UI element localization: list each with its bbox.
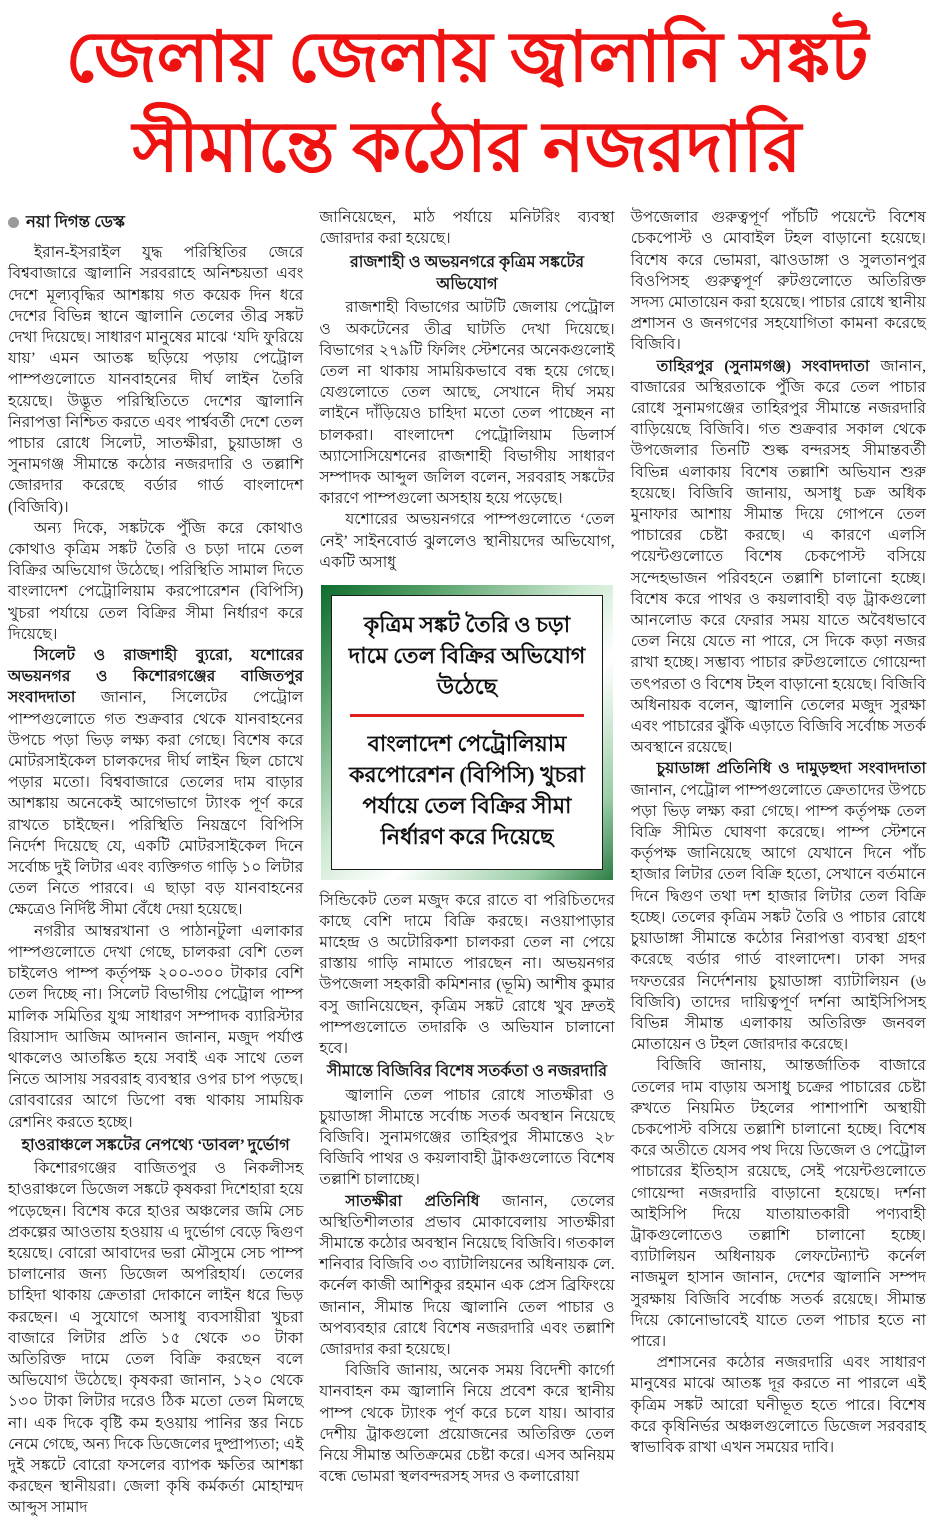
paragraph: ইরান-ইসরাইল যুদ্ধ পরিস্থিতির জেরে বিশ্ববাজারে জ্বালানি সরবরাহে অনিশ্চয়তা এবং দেশে মূল্যবৃদ্ধির আশঙ্কায় গত কয়েক দিন ধরে দেশের বিভিন্ন স্থানে জ্বালানি তেলের তীব্র সঙ্কট দেখা দিয়েছে। সাধারণ মানুষের মাঝে ‘যদি ফুরিয়ে যায়’ এমন আতঙ্ক ছড়িয়ে পড়ায় পেট্রোল পাম্পগুলোতে যানবাহনের দীর্ঘ লাইন তৈরি হয়েছে। উদ্ভূত পরিস্থিতিতে দেশের জ্বালানি নিরাপত্তা নিশ্চিত করতে এবং পার্শ্ববর্তী দেশে তেল পাচার রোধে সিলেট, সাতক্ষীরা, চুয়াডাঙ্গা ও সুনামগঞ্জ সীমান্তে কঠোর নজরদারি ও তল্লাশি জোরদার করেছে বর্ডার গার্ড বাংলাদেশ (বিজিবি)।: [8, 244, 304, 516]
pull-quote-inner: [331, 595, 602, 870]
paragraph: [319, 1191, 614, 1361]
headline-line-2: সীমান্তে কঠোর নজরদারি: [132, 109, 802, 187]
pull-quote-top: কৃত্রিম সঙ্কট তৈরি ও চড়া দামে তেল বিক্রির অভিযোগ উঠেছে: [348, 612, 586, 699]
paragraph: জ্বালানি তেল পাচার রোধে সাতক্ষীরা ও চুয়াডাঙ্গা সীমান্তে সর্বোচ্চ সতর্ক অবস্থান নিয়েছে বিজিবি। সুনামগঞ্জের তাহিরপুর সীমান্তেও ২৮ বিজিবি পাথর ও কয়লাবাহী ট্রাকগুলোতে বিশেষ তল্লাশি চালাচ্ছে।: [319, 1086, 615, 1189]
paragraph: বিজিবি জানায়, আন্তর্জাতিক বাজারে তেলের দাম বাড়ায় অসাধু চক্রের পাচারের চেষ্টা রুখতে নিয়মিত টহলের পাশাপাশি অস্থায়ী চেকপোস্ট বসিয়ে তল্লাশি চালানো হচ্ছে। বিশেষ করে অতীতে যেসব পথ দিয়ে ডিজেল ও পেট্রোল পাচারের ইতিহাস রয়েছে, সেই পয়েন্টগুলোতে গোয়েন্দা নজরদারি বাড়ানো হয়েছে। দর্শনা আইসিপি দিয়ে যাতায়াতকারী পণ্যবাহী ট্রাকগুলোতেও তল্লাশি চালানো হচ্ছে। ব্যাটালিয়ন অধিনায়ক লেফটেন্যান্ট কর্নেল নাজমুল হাসান জানান, দেশের জ্বালানি সম্পদ সুরক্ষায় বিজিবি সর্বোচ্চ সতর্ক রয়েছে। সীমান্ত দিয়ে কোনোভাবেই যাতে তেল পাচার হতে না পারে।: [630, 1057, 926, 1350]
pull-quote-bottom: বাংলাদেশ পেট্রোলিয়াম করপোরেশন (বিপিসি) খুচরা পর্যায়ে তেল বিক্রির সীমা নির্ধারণ করে দিয়েছে: [349, 731, 585, 849]
quote-divider-rule: [350, 714, 584, 717]
paragraph: [631, 758, 926, 1055]
paragraph-text: জানান, সিলেটের পেট্রোল পাম্পগুলোতে গত শুক্রবার থেকে যানবাহনের উপচে পড়া ভিড় লক্ষ্য করা গেছে। বিশেষ করে মোটরসাইকেল চালকদের দীর্ঘ লাইন ছিল চোখে পড়ার মতো। বিশ্ববাজারে তেলের দাম বাড়ার আশঙ্কায় অনেকেই আগেভাগে ট্যাংক পূর্ণ করে রাখতে চাইছেন। পরিস্থিতি নিয়ন্ত্রণে বিপিসি নির্দেশ দিয়েছে যে, একটি মোটরসাইকেল দিনে সর্বোচ্চ দুই লিটার এবং ব্যক্তিগত গাড়ি ১০ লিটার তেল নিতে পারবে। এ ছাড়া বড় যানবাহনের ক্ষেত্রেও নির্দিষ্ট সীমা বেঁধে দেয়া হয়েছে।: [8, 689, 304, 919]
byline: [8, 209, 303, 236]
paragraph-text: জানান, বাজারের অস্থিরতাকে পুঁজি করে তেল পাচার রোধে সুনামগঞ্জের তাহিরপুর সীমান্তে নজরদারি বাড়িয়েছে বিজিবি। গত শুক্রবার সকাল থেকে উপজেলার তিনটি শুল্ক বন্দরসহ সীমান্তবর্তী বিভিন্ন এলাকায় বিশেষ তল্লাশি অভিযান শুরু হয়েছে। বিজিবি জানায়, অসাধু চক্র অধিক মুনাফার আশায় সীমান্ত দিয়ে গোপনে তেল পাচারের চেষ্টা করছে। এ কারণে এলসি পয়েন্টগুলোতে বিশেষ চেকপোস্ট বসিয়ে সন্দেহভাজন পরিবহনে তল্লাশি চালানো হচ্ছে। বিশেষ করে পাথর ও কয়লাবাহী বড় ট্রাকগুলো আনলোড করে ফেরার সময় যাতে অবৈধভাবে তেল নিয়ে যেতে না পারে, সে দিকে কড়া নজর রাখা হচ্ছে। সম্ভাব্য পাচার রুটগুলোতে গোয়েন্দা তৎপরতা ও বিশেষ টহল বাড়ানো হয়েছে। বিজিবি অধিনায়ক বলেন, জ্বালানি তেলের মজুদ সুরক্ষা এবং পাচারের ঝুঁকি এড়াতে বিজিবি সর্বোচ্চ সতর্ক অবস্থানে রয়েছে।: [630, 357, 926, 757]
article-columns: [8, 207, 926, 1518]
paragraph: বিজিবি জানায়, অনেক সময় বিদেশী কার্গো যানবাহন কম জ্বালানি নিয়ে প্রবেশ করে স্থানীয় পাম্প থেকে ট্যাংক পূর্ণ করে চলে যায়। আবার দেশীয় ট্রাকগুলো প্রয়োজনের অতিরিক্ত তেল নিয়ে সীমান্ত অতিক্রমের চেষ্টা করে। এসব অনিয়ম বন্ধে ভোমরা স্থলবন্দরসহ সদর ও কলারোয়া: [319, 1362, 615, 1486]
paragraph-continuation: জানিয়েছেন, মাঠ পর্যায়ে মনিটরিং ব্যবস্থা জোরদার করা হয়েছে।: [319, 209, 615, 248]
pull-quote-box: [321, 585, 612, 880]
paragraph: অন্য দিকে, সঙ্কটকে পুঁজি করে কোথাও কোথাও কৃত্রিম সঙ্কট তৈরি ও চড়া দামে তেল বিক্রির অভিযোগ উঠেছে। পরিস্থিতি সামাল দিতে বাংলাদেশ পেট্রোলিয়াম করপোরেশন (বিপিসি) খুচরা পর্যায়ে তেল বিক্রির সীমা নির্ধারণ করে দিয়েছে।: [8, 519, 304, 643]
paragraph: [631, 356, 926, 759]
paragraph-continuation: সিন্ডিকেট তেল মজুদ করে রাতে বা পরিচিতদের কাছে বেশি দামে বিক্রি করছে। নওয়াপাড়ার মাহেন্দ্র ও অটোরিকশা চালকরা তেল না পেয়ে রাস্তায় গাড়ি নামাতে পারছেন না। অভয়নগর উপজেলা সহকারী কমিশনার (ভূমি) আশীষ কুমার বসু জানিয়েছেন, কৃত্রিম সঙ্কট রোধে খুব দ্রুতই পাম্পগুলোতে তদারকি ও অভিযান চালানো হবে।: [319, 891, 615, 1058]
correspondent-credit: সাতক্ষীরা প্রতিনিধি: [345, 1192, 480, 1210]
paragraph: প্রশাসনের কঠোর নজরদারি এবং সাধারণ মানুষের মাঝে আতঙ্ক দূর করতে না পারলে এই কৃত্রিম সঙ্কট আরো ঘনীভূত হতে পারে। বিশেষ করে কৃষিনির্ভর অঞ্চলগুলোতে ডিজেল সরবরাহ স্বাভাবিক রাখা এখন সময়ের দাবি।: [630, 1354, 926, 1456]
section-subhead: হাওরাঞ্চলে সঙ্কটের নেপথ্যে ‘ডাবল’ দুর্ভোগ: [21, 1136, 290, 1154]
correspondent-credit: চুয়াডাঙ্গা প্রতিনিধি ও দামুড়হুদা সংবাদদাতা: [656, 760, 926, 778]
correspondent-credit: তাহিরপুর (সুনামগঞ্জ) সংবাদদাতা: [656, 357, 870, 375]
paragraph-text: জানান, পেট্রোল পাম্পগুলোতে ক্রেতাদের উপচে পড়া ভিড় লক্ষ্য করা গেছে। পাম্প কর্তৃপক্ষ তেল বিক্রি সীমিত ঘোষণা করেছে। পাম্প স্টেশনে কর্তৃপক্ষ জানিয়েছে আগে যেখানে দিনে পাঁচ হাজার লিটার তেল বিক্রি হতো, সেখানে বর্তমানে দিনে দ্বিগুণ তথা দশ হাজার লিটার তেল বিক্রি হচ্ছে। তেলের কৃত্রিম সঙ্কট তৈরি ও পাচার রোধে চুয়াডাঙ্গা সীমান্তে কঠোর নিরাপত্তা ব্যবস্থা গ্রহণ করেছে বর্ডার গার্ড বাংলাদেশ। ঢাকা সদর দফতরের নির্দেশনায় চুয়াডাঙ্গা ব্যাটালিয়ন (৬ বিজিবি) তাদের দায়িত্বপূর্ণ দর্শনা আইসিপিসহ বিভিন্ন সীমান্ত এলাকায় অতিরিক্ত জনবল মোতায়েন ও টহল জোরদার করেছে।: [630, 781, 926, 1054]
paragraph-text: জানান, তেলের অস্থিতিশীলতার প্রভাব মোকাবেলায় সাতক্ষীরা সীমান্তে কঠোর অবস্থান নিয়েছে বিজিবি। গতকাল শনিবার বিজিবি ৩৩ ব্যাটালিয়নের অধিনায়ক লে. কর্নেল কাজী আশিকুর রহমান এক প্রেস ব্রিফিংয়ে জানান, সীমান্ত দিয়ে জ্বালানি তেল পাচার ও অপব্যবহার রোধে বিশেষ নজরদারি এবং তল্লাশি জোরদার করা হয়েছে।: [319, 1192, 615, 1359]
paragraph: [8, 645, 303, 921]
paragraph-continuation: উপজেলার গুরুত্বপূর্ণ পাঁচটি পয়েন্টে বিশেষ চেকপোস্ট ও মোবাইল টহল বাড়ানো হয়েছে। বিশেষ করে ভোমরা, ঝাওডাঙ্গা ও সুলতানপুর বিওপিসহ গুরুত্বপূর্ণ রুটগুলোতে অতিরিক্ত সদস্য মোতায়েন করা হয়েছে। পাচার রোধে স্থানীয় প্রশাসন ও জনগণের সহযোগিতা কামনা করেছে বিজিবি।: [630, 209, 926, 354]
correspondent-credit: সিলেট ও রাজশাহী ব্যুরো, যশোরের অভয়নগর ও কিশোরগঞ্জের বাজিতপুর সংবাদদাতা: [8, 647, 304, 707]
headline-line-1: জেলায় জেলায় জ্বালানি সঙ্কট: [65, 20, 869, 97]
paragraph: যশোরের অভয়নগরে পাম্পগুলোতে ‘তেল নেই’ সাইনবোর্ড ঝুললেও স্থানীয়দের অভিযোগ, একটি অসাধু: [319, 511, 615, 571]
paragraph: নগরীর আম্বরখানা ও পাঠানটুলা এলাকার পাম্পগুলোতে দেখা গেছে, চালকরা বেশি তেল চাইলেও পাম্প কর্তৃপক্ষ ২০০-৩০০ টাকার বেশি তেল দিচ্ছে না। সিলেট বিভাগীয় পেট্রোল পাম্প মালিক সমিতির যুগ্ম সাধারণ সম্পাদক ব্যারিস্টার রিয়াসাদ আজিম আদনান জানান, মজুদ পর্যাপ্ত থাকলেও আতঙ্কিত হয়ে সবাই এক সাথে তেল নিতে আসায় সরবরাহ ব্যবস্থার ওপর চাপ পড়ছে। রোববারের আগে ডিপো বন্ধ থাকায় সাময়িক রেশনিং করতে হচ্ছে।: [8, 922, 304, 1131]
column-2: [319, 207, 614, 1487]
section-subhead: সীমান্তে বিজিবির বিশেষ সতর্কতা ও নজরদারি: [326, 1063, 608, 1081]
section-subhead: রাজশাহী ও অভয়নগরে কৃত্রিম সঙ্কটের অভিযোগ: [349, 253, 584, 293]
paragraph: রাজশাহী বিভাগের আটটি জেলায় পেট্রোল ও অকটেনের তীব্র ঘাটতি দেখা দিয়েছে। বিভাগের ২৭৯টি ফিলিং স্টেশনের অনেকগুলোই তেল না থাকায় সাময়িকভাবে বন্ধ হয়ে গেছে। যেগুলোতে তেল আছে, সেখানে দীর্ঘ সময় লাইনে দাঁড়িয়েও চাহিদা মতো তেল পাচ্ছেন না চালকরা। বাংলাদেশ পেট্রোলিয়াম ডিলার্স অ্যাসোসিয়েশনের রাজশাহী বিভাগীয় সাধারণ সম্পাদক আব্দুল জলিল বলেন, সরবরাহ সঙ্কটের কারণে পাম্পগুলো অসহায় হয়ে পড়েছে।: [319, 299, 615, 508]
column-3: [631, 207, 926, 1458]
byline-text: নয়া দিগন্ত ডেস্ক: [26, 212, 125, 232]
article-headline: [8, 6, 926, 207]
paragraph: কিশোরগঞ্জের বাজিতপুর ও নিকলীসহ হাওরাঞ্চলে ডিজেল সঙ্কটে কৃষকরা দিশেহারা হয়ে পড়েছেন। বিশেষ করে হাওর অঞ্চলের জমি সেচ প্রকল্পের আওতায় হওয়ায় এ দুর্ভোগ বেড়ে দ্বিগুণ হয়েছে। বোরো আবাদের ভরা মৌসুমে সেচ পাম্প চালানোর জন্য ডিজেল অপরিহার্য। তেলের চাহিদা থাকায় ক্রেতারা দোকানে লাইন ধরে ভিড় করছেন। এ সুযোগে অসাধু ব্যবসায়ীরা খুচরা বাজারে লিটার প্রতি ১৫ থেকে ৩০ টাকা অতিরিক্ত দামে তেল বিক্রি করছেন বলে অভিযোগ উঠেছে। কৃষকরা জানান, ১২০ থেকে ১৩০ টাকা লিটার দরেও ঠিক মতো তেল মিলছে না। এক দিকে বৃষ্টি কম হওয়ায় পানির স্তর নিচে নেমে গেছে, অন্য দিকে ডিজেলের দুষ্প্রাপ্যতা; এই দুই সঙ্কটে বোরো ফসলের ব্যাপক ক্ষতির আশঙ্কা করছেন স্থানীয়রা। জেলা কৃষি কর্মকর্তা মোহাম্মদ আব্দুস সামাদ: [8, 1160, 304, 1517]
column-1: [8, 207, 303, 1518]
byline-bullet-icon: [8, 217, 19, 228]
